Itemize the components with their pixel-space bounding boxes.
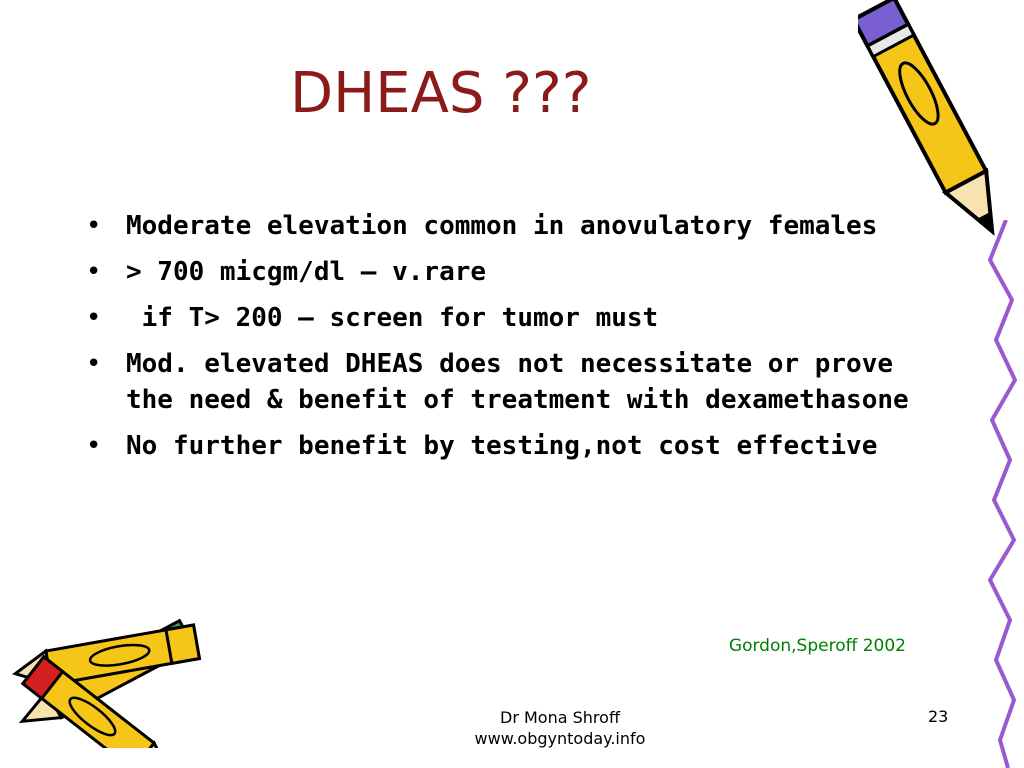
bullet-text: Mod. elevated DHEAS does not necessitate or prove the need & benefit of treatment with dexamethasone xyxy=(126,349,909,415)
list-item xyxy=(86,208,936,244)
bullet-point: • xyxy=(86,211,102,241)
list-item xyxy=(86,428,936,464)
footer-website: www.obgyntoday.info xyxy=(474,729,646,748)
pencils-clipart-bottom-left xyxy=(0,618,210,748)
list-item xyxy=(86,346,936,418)
bullet-list xyxy=(86,208,936,474)
bullet-point: • xyxy=(86,349,102,379)
bullet-text: Moderate elevation common in anovulatory females xyxy=(126,211,878,241)
footer-author: Dr Mona Shroff xyxy=(500,708,620,727)
bullet-point: • xyxy=(86,303,102,333)
purple-zigzag-border xyxy=(960,220,1024,768)
slide-title: DHEAS ??? xyxy=(290,61,592,126)
bullet-text: > 700 micgm/dl – v.rare xyxy=(126,257,487,287)
bullet-text: No further benefit by testing,not cost effective xyxy=(126,431,878,461)
footer xyxy=(460,707,660,749)
bullet-point: • xyxy=(86,257,102,287)
list-item xyxy=(86,254,936,290)
page-number: 23 xyxy=(928,707,949,726)
citation: Gordon,Speroff 2002 xyxy=(728,636,906,656)
bullet-point: • xyxy=(86,431,102,461)
list-item xyxy=(86,300,936,336)
bullet-text: if T> 200 – screen for tumor must xyxy=(126,303,659,333)
